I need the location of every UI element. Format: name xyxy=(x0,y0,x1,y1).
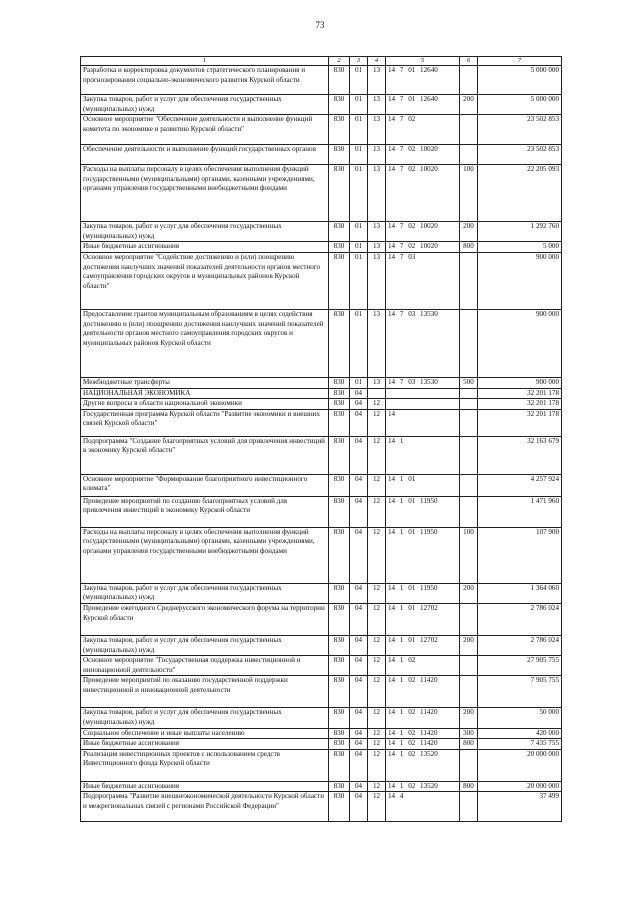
table-row xyxy=(81,728,562,739)
row-name: Закупка товаров, работ и услуг для обеспечения государственных (муниципальных) нужд xyxy=(81,222,329,242)
expense-type-code xyxy=(460,676,478,708)
table-row xyxy=(81,603,562,635)
subsection-code: 12 xyxy=(368,728,386,739)
subsection-code: 13 xyxy=(368,309,386,377)
row-name: Основное мероприятие "Государственная поддержка инвестиционной и инновационной деятельности" xyxy=(81,656,329,676)
section-code: 01 xyxy=(350,165,368,222)
row-name: Основное мероприятие "Обеспечение деятельности и выполнение функций комитета по экономике и развитию Курской области" xyxy=(81,115,329,145)
expense-type-code: 800 xyxy=(460,739,478,750)
subsection-code: 13 xyxy=(368,145,386,165)
expense-type-code: 200 xyxy=(460,222,478,242)
subsection-code: 12 xyxy=(368,436,386,474)
table-row xyxy=(81,309,562,377)
subsection-code: 12 xyxy=(368,749,386,781)
admin-code: 830 xyxy=(329,377,350,388)
subsection-code: 12 xyxy=(368,527,386,583)
expense-type-code: 500 xyxy=(460,377,478,388)
target-article-code: 14 7 03 13530 xyxy=(386,377,460,388)
subsection-code: 12 xyxy=(368,583,386,603)
admin-code: 830 xyxy=(329,95,350,115)
target-article-code: 14 xyxy=(386,409,460,436)
target-article-code: 14 7 02 10020 xyxy=(386,222,460,242)
table-row xyxy=(81,436,562,474)
expense-type-code xyxy=(460,388,478,399)
section-code: 01 xyxy=(350,309,368,377)
target-article-code: 14 7 02 10020 xyxy=(386,165,460,222)
subsection-code: 12 xyxy=(368,603,386,635)
admin-code: 830 xyxy=(329,399,350,410)
admin-code: 830 xyxy=(329,728,350,739)
section-code: 04 xyxy=(350,676,368,708)
row-name: Подпрограмма "Создание благоприятных условий для привлечения инвестиций в экономику Курской области" xyxy=(81,436,329,474)
table-row xyxy=(81,781,562,792)
admin-code: 830 xyxy=(329,252,350,309)
expense-type-code xyxy=(460,409,478,436)
row-name: Расходы на выплаты персоналу в целях обеспечения выполнения функций государственными (муниципальными) органами, казенными учреждениями, органами управления государственными внебюджетными фондами xyxy=(81,165,329,222)
subsection-code: 12 xyxy=(368,792,386,822)
section-code: 04 xyxy=(350,728,368,739)
target-article-code xyxy=(386,399,460,410)
admin-code: 830 xyxy=(329,739,350,750)
subsection-code: 12 xyxy=(368,474,386,496)
expense-type-code: 200 xyxy=(460,635,478,655)
subsection-code: 12 xyxy=(368,781,386,792)
target-article-code: 14 1 xyxy=(386,436,460,474)
row-name: Иные бюджетные ассигнования xyxy=(81,781,329,792)
admin-code: 830 xyxy=(329,781,350,792)
section-code: 04 xyxy=(350,496,368,527)
table-row xyxy=(81,165,562,222)
expense-type-code xyxy=(460,474,478,496)
table-row xyxy=(81,656,562,676)
subsection-code: 13 xyxy=(368,165,386,222)
admin-code: 830 xyxy=(329,145,350,165)
subsection-code: 12 xyxy=(368,708,386,728)
admin-code: 830 xyxy=(329,656,350,676)
table-row xyxy=(81,792,562,822)
row-name: Обеспечение деятельности и выполнение функций государственных органов xyxy=(81,145,329,165)
target-article-code: 14 7 01 12640 xyxy=(386,66,460,95)
table-row xyxy=(81,377,562,388)
admin-code: 830 xyxy=(329,165,350,222)
section-code: 04 xyxy=(350,388,368,399)
subsection-code: 13 xyxy=(368,66,386,95)
amount: 2 786 024 xyxy=(478,603,562,635)
target-article-code: 14 1 02 xyxy=(386,656,460,676)
admin-code: 830 xyxy=(329,583,350,603)
admin-code: 830 xyxy=(329,635,350,655)
subsection-code: 12 xyxy=(368,739,386,750)
expense-type-code xyxy=(460,309,478,377)
amount: 107 900 xyxy=(478,527,562,583)
admin-code: 830 xyxy=(329,309,350,377)
amount: 32 201 178 xyxy=(478,399,562,410)
table-row xyxy=(81,474,562,496)
amount: 1 364 060 xyxy=(478,583,562,603)
admin-code: 830 xyxy=(329,749,350,781)
target-article-code: 14 1 01 11950 xyxy=(386,527,460,583)
subsection-code: 12 xyxy=(368,496,386,527)
expense-type-code xyxy=(460,66,478,95)
subsection-code xyxy=(368,388,386,399)
admin-code: 830 xyxy=(329,242,350,253)
amount: 5 000 000 xyxy=(478,66,562,95)
section-code: 04 xyxy=(350,436,368,474)
target-article-code: 14 7 02 10020 xyxy=(386,145,460,165)
section-code: 04 xyxy=(350,781,368,792)
target-article-code: 14 1 02 11420 xyxy=(386,708,460,728)
amount: 37 499 xyxy=(478,792,562,822)
table-row xyxy=(81,399,562,410)
expense-type-code: 200 xyxy=(460,708,478,728)
table-row xyxy=(81,708,562,728)
row-name: Основное мероприятие "Формирование благоприятного инвестиционного климата" xyxy=(81,474,329,496)
row-name: Подпрограмма "Развитие внешнеэкономической деятельности Курской области и межрегиональных связей с регионами Российской Федерации" xyxy=(81,792,329,822)
section-code: 01 xyxy=(350,252,368,309)
target-article-code: 14 1 01 12702 xyxy=(386,635,460,655)
target-article-code: 14 1 02 13520 xyxy=(386,781,460,792)
expense-type-code: 200 xyxy=(460,583,478,603)
row-name: Реализация инвестиционных проектов с использованием средств Инвестиционного фонда Курской области xyxy=(81,749,329,781)
section-code: 04 xyxy=(350,583,368,603)
section-code: 01 xyxy=(350,115,368,145)
amount: 420 000 xyxy=(478,728,562,739)
amount: 27 905 755 xyxy=(478,656,562,676)
amount: 4 257 924 xyxy=(478,474,562,496)
row-name: Закупка товаров, работ и услуг для обеспечения государственных (муниципальных) нужд xyxy=(81,708,329,728)
column-number: 5 xyxy=(386,57,460,66)
target-article-code: 14 4 xyxy=(386,792,460,822)
target-article-code: 14 7 03 13530 xyxy=(386,309,460,377)
amount: 20 000 000 xyxy=(478,749,562,781)
amount: 7 435 755 xyxy=(478,739,562,750)
expense-type-code xyxy=(460,436,478,474)
amount: 900 000 xyxy=(478,377,562,388)
column-number: 3 xyxy=(350,57,368,66)
row-name: Социальное обеспечение и иные выплаты населению xyxy=(81,728,329,739)
row-name: Предоставление грантов муниципальным образованиям в целях содействия достижению и (или) поощрению достижения наилучших значений показателей деятельности органов местного самоуправления городских округов и муниципальных районов Курской области xyxy=(81,309,329,377)
column-number: 2 xyxy=(329,57,350,66)
target-article-code: 14 1 01 11950 xyxy=(386,583,460,603)
row-name: Закупка товаров, работ и услуг для обеспечения государственных (муниципальных) нужд xyxy=(81,635,329,655)
section-code: 01 xyxy=(350,145,368,165)
column-number: 4 xyxy=(368,57,386,66)
expense-type-code xyxy=(460,749,478,781)
expense-type-code: 100 xyxy=(460,527,478,583)
table-row xyxy=(81,739,562,750)
admin-code: 830 xyxy=(329,792,350,822)
row-name: Проведение мероприятий по оказанию государственной поддержки инвестиционной и инновационной деятельности xyxy=(81,676,329,708)
admin-code: 830 xyxy=(329,603,350,635)
expense-type-code: 800 xyxy=(460,781,478,792)
amount: 23 502 853 xyxy=(478,115,562,145)
amount: 20 000 000 xyxy=(478,781,562,792)
section-code: 01 xyxy=(350,222,368,242)
row-name: Закупка товаров, работ и услуг для обеспечения государственных (муниципальных) нужд xyxy=(81,583,329,603)
admin-code: 830 xyxy=(329,388,350,399)
table-row xyxy=(81,115,562,145)
admin-code: 830 xyxy=(329,496,350,527)
section-code: 01 xyxy=(350,242,368,253)
admin-code: 830 xyxy=(329,708,350,728)
target-article-code: 14 7 03 xyxy=(386,252,460,309)
subsection-code: 13 xyxy=(368,222,386,242)
section-code: 04 xyxy=(350,474,368,496)
row-name: Иные бюджетные ассигнования xyxy=(81,242,329,253)
admin-code: 830 xyxy=(329,474,350,496)
expense-type-code xyxy=(460,792,478,822)
column-number: 1 xyxy=(81,57,329,66)
row-name: Расходы на выплаты персоналу в целях обеспечения выполнения функций государственными (муниципальными) органами, казенными учреждениями, органами управления государственными внебюджетными фондами xyxy=(81,527,329,583)
admin-code: 830 xyxy=(329,676,350,708)
table-row xyxy=(81,252,562,309)
section-code: 01 xyxy=(350,95,368,115)
section-code: 04 xyxy=(350,739,368,750)
section-code: 04 xyxy=(350,656,368,676)
table-row xyxy=(81,496,562,527)
subsection-code: 12 xyxy=(368,409,386,436)
table-row xyxy=(81,635,562,655)
row-name: Государственная программа Курской области "Развитие экономики и внешних связей Курской области" xyxy=(81,409,329,436)
amount: 32 201 178 xyxy=(478,388,562,399)
section-code: 04 xyxy=(350,635,368,655)
table-row xyxy=(81,66,562,95)
admin-code: 830 xyxy=(329,436,350,474)
amount: 5 000 xyxy=(478,242,562,253)
section-code: 04 xyxy=(350,792,368,822)
target-article-code: 14 7 02 xyxy=(386,115,460,145)
subsection-code: 12 xyxy=(368,676,386,708)
target-article-code xyxy=(386,388,460,399)
table-row xyxy=(81,242,562,253)
target-article-code: 14 7 01 12640 xyxy=(386,95,460,115)
table-row xyxy=(81,676,562,708)
section-code: 04 xyxy=(350,708,368,728)
section-code: 04 xyxy=(350,409,368,436)
row-name: Межбюджетные трансферты xyxy=(81,377,329,388)
admin-code: 830 xyxy=(329,115,350,145)
target-article-code: 14 7 02 10020 xyxy=(386,242,460,253)
table-row xyxy=(81,95,562,115)
target-article-code: 14 1 01 11950 xyxy=(386,496,460,527)
row-name: Основное мероприятие "Содействие достижению и (или) поощрению достижения наилучших значений показателей деятельности органов местного самоуправления городских округов и муниципальных районов Курской области" xyxy=(81,252,329,309)
target-article-code: 14 1 02 13520 xyxy=(386,749,460,781)
expense-type-code xyxy=(460,399,478,410)
expense-type-code xyxy=(460,115,478,145)
target-article-code: 14 1 01 12702 xyxy=(386,603,460,635)
amount: 1 471 960 xyxy=(478,496,562,527)
table-row xyxy=(81,583,562,603)
amount: 22 205 093 xyxy=(478,165,562,222)
row-name: Разработка и корректировка документов стратегического планирования и прогнозирования социально-экономического развития Курской области xyxy=(81,66,329,95)
subsection-code: 13 xyxy=(368,115,386,145)
amount: 32 163 679 xyxy=(478,436,562,474)
subsection-code: 13 xyxy=(368,377,386,388)
column-number-row xyxy=(81,57,562,66)
section-code: 01 xyxy=(350,377,368,388)
expense-type-code: 800 xyxy=(460,242,478,253)
row-name: Другие вопросы в области национальной экономики xyxy=(81,399,329,410)
amount: 23 502 853 xyxy=(478,145,562,165)
amount: 50 000 xyxy=(478,708,562,728)
expense-type-code: 100 xyxy=(460,165,478,222)
expense-type-code: 200 xyxy=(460,95,478,115)
expense-type-code: 300 xyxy=(460,728,478,739)
amount: 7 905 755 xyxy=(478,676,562,708)
page-number: 73 xyxy=(315,20,325,30)
row-name: НАЦИОНАЛЬНАЯ ЭКОНОМИКА xyxy=(81,388,329,399)
table-row xyxy=(81,222,562,242)
amount: 2 786 024 xyxy=(478,635,562,655)
admin-code: 830 xyxy=(329,222,350,242)
section-code: 04 xyxy=(350,527,368,583)
table-row xyxy=(81,409,562,436)
row-name: Иные бюджетные ассигнования xyxy=(81,739,329,750)
expense-type-code xyxy=(460,496,478,527)
admin-code: 830 xyxy=(329,66,350,95)
expense-type-code xyxy=(460,252,478,309)
target-article-code: 14 1 02 11420 xyxy=(386,728,460,739)
admin-code: 830 xyxy=(329,409,350,436)
column-number: 7 xyxy=(478,57,562,66)
subsection-code: 13 xyxy=(368,252,386,309)
row-name: Закупка товаров, работ и услуг для обеспечения государственных (муниципальных) нужд xyxy=(81,95,329,115)
table-row xyxy=(81,527,562,583)
subsection-code: 12 xyxy=(368,399,386,410)
target-article-code: 14 1 02 11420 xyxy=(386,739,460,750)
target-article-code: 14 1 01 xyxy=(386,474,460,496)
amount: 900 000 xyxy=(478,309,562,377)
amount: 900 000 xyxy=(478,252,562,309)
table-row xyxy=(81,388,562,399)
section-code: 04 xyxy=(350,603,368,635)
admin-code: 830 xyxy=(329,527,350,583)
subsection-code: 13 xyxy=(368,95,386,115)
budget-table xyxy=(80,56,562,822)
target-article-code: 14 1 02 11420 xyxy=(386,676,460,708)
table-row xyxy=(81,749,562,781)
amount: 5 000 000 xyxy=(478,95,562,115)
expense-type-code xyxy=(460,145,478,165)
section-code: 01 xyxy=(350,66,368,95)
expense-type-code xyxy=(460,656,478,676)
subsection-code: 12 xyxy=(368,635,386,655)
section-code: 04 xyxy=(350,749,368,781)
subsection-code: 12 xyxy=(368,656,386,676)
amount: 32 201 178 xyxy=(478,409,562,436)
table-row xyxy=(81,145,562,165)
section-code: 04 xyxy=(350,399,368,410)
column-number: 6 xyxy=(460,57,478,66)
amount: 1 292 760 xyxy=(478,222,562,242)
row-name: Проведение мероприятий по созданию благоприятных условий для привлечения инвестиций в экономику Курской области xyxy=(81,496,329,527)
subsection-code: 13 xyxy=(368,242,386,253)
expense-type-code xyxy=(460,603,478,635)
row-name: Проведение ежегодного Среднерусского экономического форума на территории Курской области xyxy=(81,603,329,635)
